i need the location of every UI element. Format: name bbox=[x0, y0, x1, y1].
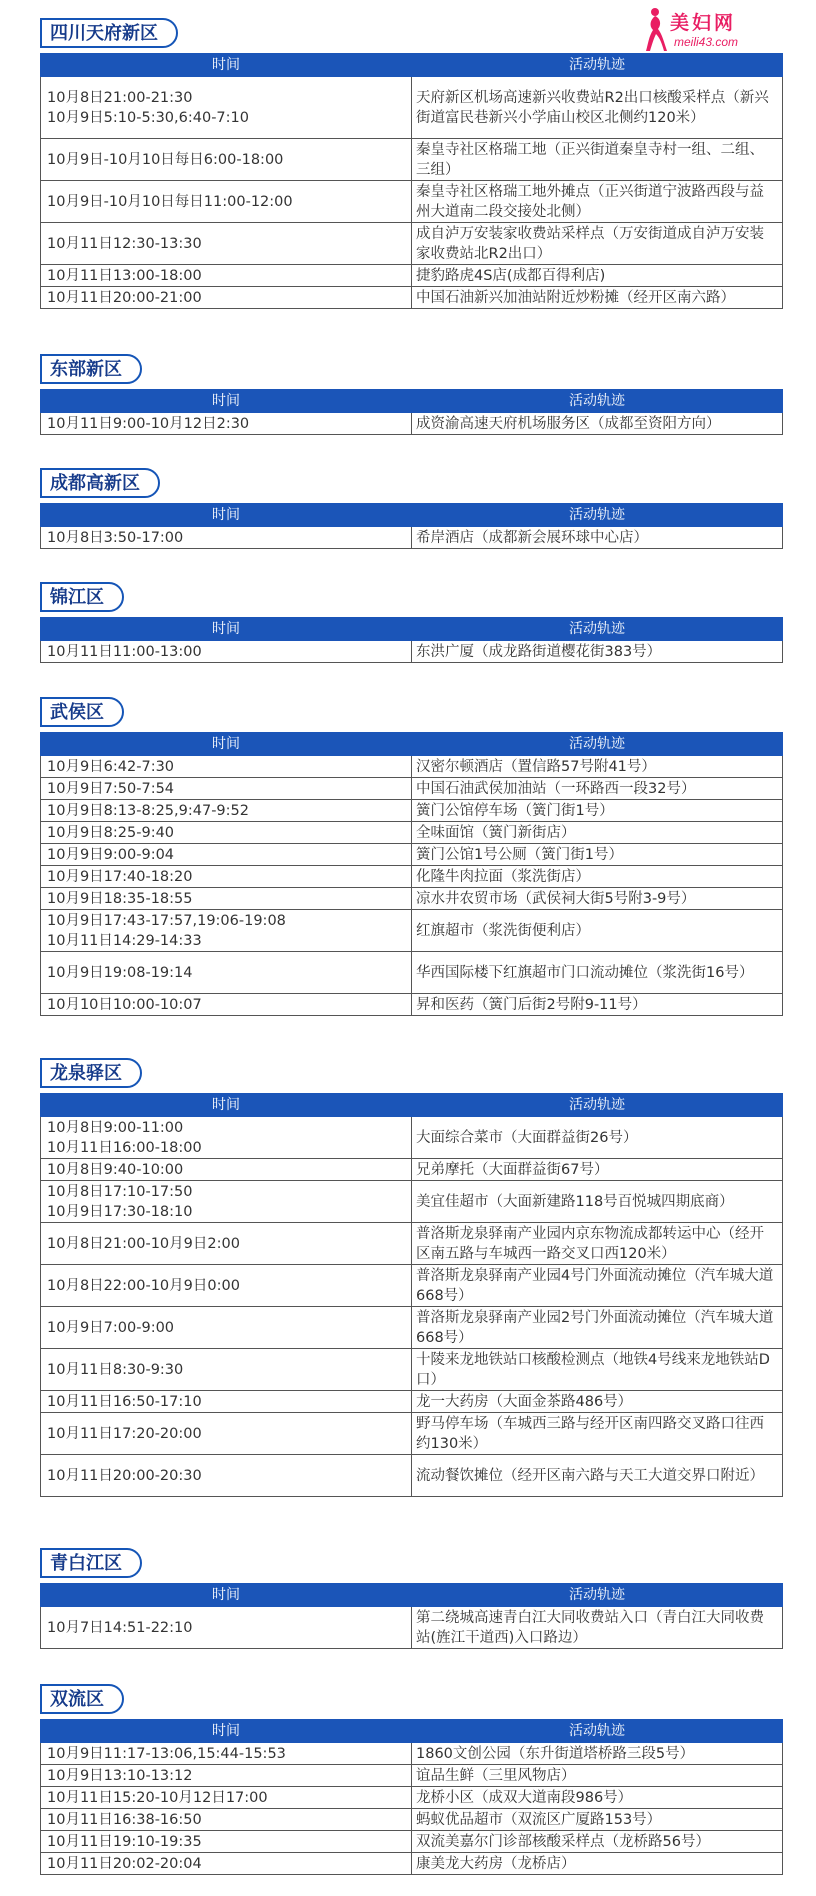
time-cell: 10月11日20:00-20:30 bbox=[41, 1455, 412, 1497]
track-column-header: 活动轨迹 bbox=[412, 504, 783, 527]
table-row bbox=[41, 1853, 783, 1875]
track-table bbox=[40, 503, 783, 549]
time-column-header: 时间 bbox=[41, 618, 412, 641]
track-table bbox=[40, 732, 783, 1016]
table-row bbox=[41, 1831, 783, 1853]
watermark-url: meili43.com bbox=[674, 35, 739, 49]
track-column-header: 活动轨迹 bbox=[412, 733, 783, 756]
place-cell: 双流美嘉尔门诊部核酸采样点（龙桥路56号） bbox=[412, 1831, 783, 1853]
place-cell: 秦皇寺社区格瑞工地外摊点（正兴街道宁波路西段与益州大道南二段交接处北侧） bbox=[412, 181, 783, 223]
place-cell: 康美龙大药房（龙桥店） bbox=[412, 1853, 783, 1875]
district-title: 双流区 bbox=[40, 1684, 124, 1714]
table-row bbox=[41, 1391, 783, 1413]
table-row bbox=[41, 1413, 783, 1455]
place-cell: 全味面馆（簧门新街店） bbox=[412, 822, 783, 844]
place-cell: 簧门公馆停车场（簧门街1号） bbox=[412, 800, 783, 822]
time-cell: 10月11日19:10-19:35 bbox=[41, 1831, 412, 1853]
watermark-title: 美妇网 bbox=[670, 12, 737, 34]
section-district bbox=[40, 354, 782, 435]
time-cell: 10月11日15:20-10月12日17:00 bbox=[41, 1787, 412, 1809]
place-cell: 第二绕城高速青白江大同收费站入口（青白江大同收费站(旌江干道西)入口路边） bbox=[412, 1607, 783, 1649]
track-table bbox=[40, 1583, 783, 1649]
table-header-row bbox=[41, 1584, 783, 1607]
time-cell: 10月9日9:00-9:04 bbox=[41, 844, 412, 866]
place-cell: 红旗超市（浆洗街便利店） bbox=[412, 910, 783, 952]
section-district bbox=[40, 1548, 782, 1649]
track-column-header: 活动轨迹 bbox=[412, 1584, 783, 1607]
district-title: 青白江区 bbox=[40, 1548, 142, 1578]
time-cell: 10月11日11:00-13:00 bbox=[41, 641, 412, 663]
table-row bbox=[41, 265, 783, 287]
district-title: 武侯区 bbox=[40, 697, 124, 727]
district-title: 锦江区 bbox=[40, 582, 124, 612]
place-cell: 龙桥小区（成双大道南段986号） bbox=[412, 1787, 783, 1809]
track-column-header: 活动轨迹 bbox=[412, 54, 783, 77]
table-header-row bbox=[41, 54, 783, 77]
table-header-row bbox=[41, 618, 783, 641]
table-row bbox=[41, 1181, 783, 1223]
place-cell: 1860文创公园（东升街道塔桥路三段5号） bbox=[412, 1743, 783, 1765]
time-cell: 10月11日8:30-9:30 bbox=[41, 1349, 412, 1391]
time-column-header: 时间 bbox=[41, 1720, 412, 1743]
table-row bbox=[41, 778, 783, 800]
table-row bbox=[41, 139, 783, 181]
table-header-row bbox=[41, 1720, 783, 1743]
time-cell: 10月9日13:10-13:12 bbox=[41, 1765, 412, 1787]
place-cell: 野马停车场（车城西三路与经开区南四路交叉路口往西约130米） bbox=[412, 1413, 783, 1455]
table-row bbox=[41, 844, 783, 866]
district-title: 四川天府新区 bbox=[40, 18, 178, 48]
time-cell bbox=[41, 77, 412, 139]
place-cell: 流动餐饮摊位（经开区南六路与天工大道交界口附近） bbox=[412, 1455, 783, 1497]
track-table bbox=[40, 1093, 783, 1497]
table-row bbox=[41, 181, 783, 223]
table-row bbox=[41, 1743, 783, 1765]
table-row bbox=[41, 223, 783, 265]
section-district bbox=[40, 697, 782, 1016]
table-row bbox=[41, 527, 783, 549]
time-cell: 10月8日9:40-10:00 bbox=[41, 1159, 412, 1181]
time-line: 10月8日9:00-11:00 10月11日16:00-18:00 bbox=[47, 1119, 202, 1156]
place-cell: 汉密尔顿酒店（置信路57号附41号） bbox=[412, 756, 783, 778]
time-cell: 10月9日19:08-19:14 bbox=[41, 952, 412, 994]
place-cell: 成自泸万安装家收费站采样点（万安街道成自泸万安装家收费站北R2出口） bbox=[412, 223, 783, 265]
table-header-row bbox=[41, 504, 783, 527]
place-cell: 天府新区机场高速新兴收费站R2出口核酸采样点（新兴街道富民巷新兴小学庙山校区北侧约120米） bbox=[412, 77, 783, 139]
table-row bbox=[41, 287, 783, 309]
table-row bbox=[41, 952, 783, 994]
time-column-header: 时间 bbox=[41, 1584, 412, 1607]
section-district bbox=[40, 1058, 782, 1497]
table-row bbox=[41, 1159, 783, 1181]
section-district bbox=[40, 582, 782, 663]
table-row bbox=[41, 1607, 783, 1649]
time-cell: 10月9日6:42-7:30 bbox=[41, 756, 412, 778]
table-row bbox=[41, 1223, 783, 1265]
table-row bbox=[41, 641, 783, 663]
time-cell: 10月8日3:50-17:00 bbox=[41, 527, 412, 549]
track-table bbox=[40, 617, 783, 663]
table-header-row bbox=[41, 733, 783, 756]
table-row bbox=[41, 1117, 783, 1159]
time-cell: 10月7日14:51-22:10 bbox=[41, 1607, 412, 1649]
time-cell: 10月10日10:00-10:07 bbox=[41, 994, 412, 1016]
track-column-header: 活动轨迹 bbox=[412, 1094, 783, 1117]
time-cell: 10月11日16:50-17:10 bbox=[41, 1391, 412, 1413]
section-district bbox=[40, 468, 782, 549]
time-cell: 10月11日13:00-18:00 bbox=[41, 265, 412, 287]
place-cell: 东洪广厦（成龙路街道樱花街383号） bbox=[412, 641, 783, 663]
place-cell: 簧门公馆1号公厕（簧门街1号） bbox=[412, 844, 783, 866]
table-row bbox=[41, 910, 783, 952]
time-cell: 10月9日18:35-18:55 bbox=[41, 888, 412, 910]
table-row bbox=[41, 413, 783, 435]
table-header-row bbox=[41, 1094, 783, 1117]
place-cell: 成资渝高速天府机场服务区（成都至资阳方向） bbox=[412, 413, 783, 435]
time-line: 10月9日17:43-17:57,19:06-19:08 10月11日14:29-14:33 bbox=[47, 912, 286, 949]
time-column-header: 时间 bbox=[41, 1094, 412, 1117]
time-column-header: 时间 bbox=[41, 504, 412, 527]
track-table bbox=[40, 1719, 783, 1875]
time-cell: 10月11日9:00-10月12日2:30 bbox=[41, 413, 412, 435]
place-cell: 秦皇寺社区格瑞工地（正兴街道秦皇寺村一组、二组、三组） bbox=[412, 139, 783, 181]
place-cell: 普洛斯龙泉驿南产业园4号门外面流动摊位（汽车城大道668号） bbox=[412, 1265, 783, 1307]
time-cell: 10月9日17:40-18:20 bbox=[41, 866, 412, 888]
district-title: 东部新区 bbox=[40, 354, 142, 384]
place-cell: 中国石油武侯加油站（一环路西一段32号） bbox=[412, 778, 783, 800]
time-cell: 10月9日8:25-9:40 bbox=[41, 822, 412, 844]
place-cell: 十陵来龙地铁站口核酸检测点（地铁4号线来龙地铁站D口） bbox=[412, 1349, 783, 1391]
time-cell bbox=[41, 1117, 412, 1159]
time-line: 10月8日21:00-21:30 10月9日5:10-5:30,6:40-7:10 bbox=[47, 89, 249, 126]
table-row bbox=[41, 866, 783, 888]
table-row bbox=[41, 77, 783, 139]
table-row bbox=[41, 1349, 783, 1391]
time-cell: 10月11日12:30-13:30 bbox=[41, 223, 412, 265]
section-district bbox=[40, 1684, 782, 1875]
table-row bbox=[41, 1765, 783, 1787]
track-column-header: 活动轨迹 bbox=[412, 1720, 783, 1743]
table-row bbox=[41, 756, 783, 778]
track-column-header: 活动轨迹 bbox=[412, 390, 783, 413]
place-cell: 昇和医药（簧门后街2号附9-11号） bbox=[412, 994, 783, 1016]
place-cell: 兄弟摩托（大面群益街67号） bbox=[412, 1159, 783, 1181]
time-cell: 10月8日22:00-10月9日0:00 bbox=[41, 1265, 412, 1307]
place-cell: 大面综合菜市（大面群益街26号） bbox=[412, 1117, 783, 1159]
time-cell: 10月9日7:00-9:00 bbox=[41, 1307, 412, 1349]
time-cell: 10月11日17:20-20:00 bbox=[41, 1413, 412, 1455]
time-cell: 10月8日21:00-10月9日2:00 bbox=[41, 1223, 412, 1265]
place-cell: 华西国际楼下红旗超市门口流动摊位（浆洗街16号） bbox=[412, 952, 783, 994]
time-column-header: 时间 bbox=[41, 733, 412, 756]
time-cell: 10月9日8:13-8:25,9:47-9:52 bbox=[41, 800, 412, 822]
track-table bbox=[40, 389, 783, 435]
time-column-header: 时间 bbox=[41, 390, 412, 413]
place-cell: 化隆牛肉拉面（浆洗街店） bbox=[412, 866, 783, 888]
table-row bbox=[41, 822, 783, 844]
table-row bbox=[41, 994, 783, 1016]
track-table bbox=[40, 53, 783, 309]
district-title: 龙泉驿区 bbox=[40, 1058, 142, 1088]
place-cell: 美宜佳超市（大面新建路118号百悦城四期底商） bbox=[412, 1181, 783, 1223]
table-row bbox=[41, 1787, 783, 1809]
table-row bbox=[41, 1455, 783, 1497]
place-cell: 普洛斯龙泉驿南产业园内京东物流成都转运中心（经开区南五路与车城西一路交叉口西120米） bbox=[412, 1223, 783, 1265]
table-row bbox=[41, 1265, 783, 1307]
time-cell bbox=[41, 910, 412, 952]
time-cell: 10月11日20:00-21:00 bbox=[41, 287, 412, 309]
place-cell: 希岸酒店（成都新会展环球中心店） bbox=[412, 527, 783, 549]
district-title: 成都高新区 bbox=[40, 468, 160, 498]
place-cell: 谊品生鲜（三里风物店） bbox=[412, 1765, 783, 1787]
time-line: 10月8日17:10-17:50 10月9日17:30-18:10 bbox=[47, 1183, 193, 1220]
time-cell: 10月9日-10月10日每日11:00-12:00 bbox=[41, 181, 412, 223]
time-cell: 10月9日11:17-13:06,15:44-15:53 bbox=[41, 1743, 412, 1765]
place-cell: 蚂蚁优品超市（双流区广厦路153号） bbox=[412, 1809, 783, 1831]
time-column-header: 时间 bbox=[41, 54, 412, 77]
time-cell: 10月9日7:50-7:54 bbox=[41, 778, 412, 800]
track-column-header: 活动轨迹 bbox=[412, 618, 783, 641]
place-cell: 龙一大药房（大面金茶路486号） bbox=[412, 1391, 783, 1413]
section-district bbox=[40, 18, 782, 309]
table-row bbox=[41, 1809, 783, 1831]
time-cell: 10月11日20:02-20:04 bbox=[41, 1853, 412, 1875]
place-cell: 捷豹路虎4S店(成都百得利店) bbox=[412, 265, 783, 287]
time-cell bbox=[41, 1181, 412, 1223]
time-cell: 10月9日-10月10日每日6:00-18:00 bbox=[41, 139, 412, 181]
table-row bbox=[41, 888, 783, 910]
table-row bbox=[41, 1307, 783, 1349]
place-cell: 凉水井农贸市场（武侯祠大街5号附3-9号） bbox=[412, 888, 783, 910]
time-cell: 10月11日16:38-16:50 bbox=[41, 1809, 412, 1831]
place-cell: 中国石油新兴加油站附近炒粉摊（经开区南六路） bbox=[412, 287, 783, 309]
table-row bbox=[41, 800, 783, 822]
table-header-row bbox=[41, 390, 783, 413]
place-cell: 普洛斯龙泉驿南产业园2号门外面流动摊位（汽车城大道668号） bbox=[412, 1307, 783, 1349]
